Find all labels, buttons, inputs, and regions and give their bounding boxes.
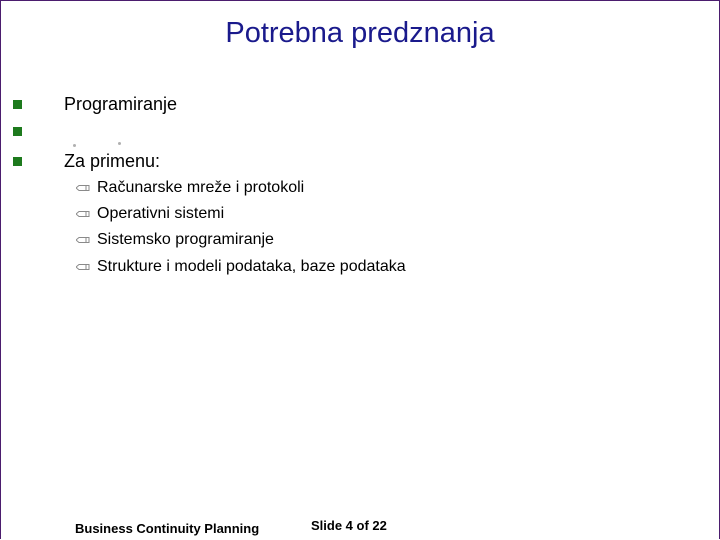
bullet-item <box>13 147 160 175</box>
sub-bullet-item <box>76 203 224 225</box>
slide-counter: Slide 4 of 22 <box>311 518 387 533</box>
sub-bullet-item <box>76 177 304 199</box>
footer-title: Business Continuity Planning <box>75 521 260 536</box>
slide-title: Potrebna predznanja <box>225 17 495 49</box>
bullet-text: Za primenu: <box>64 150 161 171</box>
pencil-icon <box>76 236 90 244</box>
sub-bullet-text: Operativni sistemi <box>97 205 225 222</box>
sub-bullet-text: Sistemsko programiranje <box>97 231 274 248</box>
stray-mark <box>118 142 121 145</box>
bullet-item <box>13 90 177 118</box>
sub-bullet-item <box>76 229 274 251</box>
sub-bullet-item <box>76 256 406 278</box>
square-bullet-icon <box>13 157 22 166</box>
pencil-icon <box>76 210 90 218</box>
sub-bullet-text: Računarske mreže i protokoli <box>97 179 305 196</box>
square-bullet-icon <box>13 127 22 136</box>
pencil-icon <box>76 184 90 192</box>
bullet-item <box>13 117 64 145</box>
pencil-icon <box>76 263 90 271</box>
square-bullet-icon <box>13 100 22 109</box>
bullet-text: Programiranje <box>64 93 178 114</box>
sub-bullet-text: Strukture i modeli podataka, baze podataka <box>97 258 406 275</box>
